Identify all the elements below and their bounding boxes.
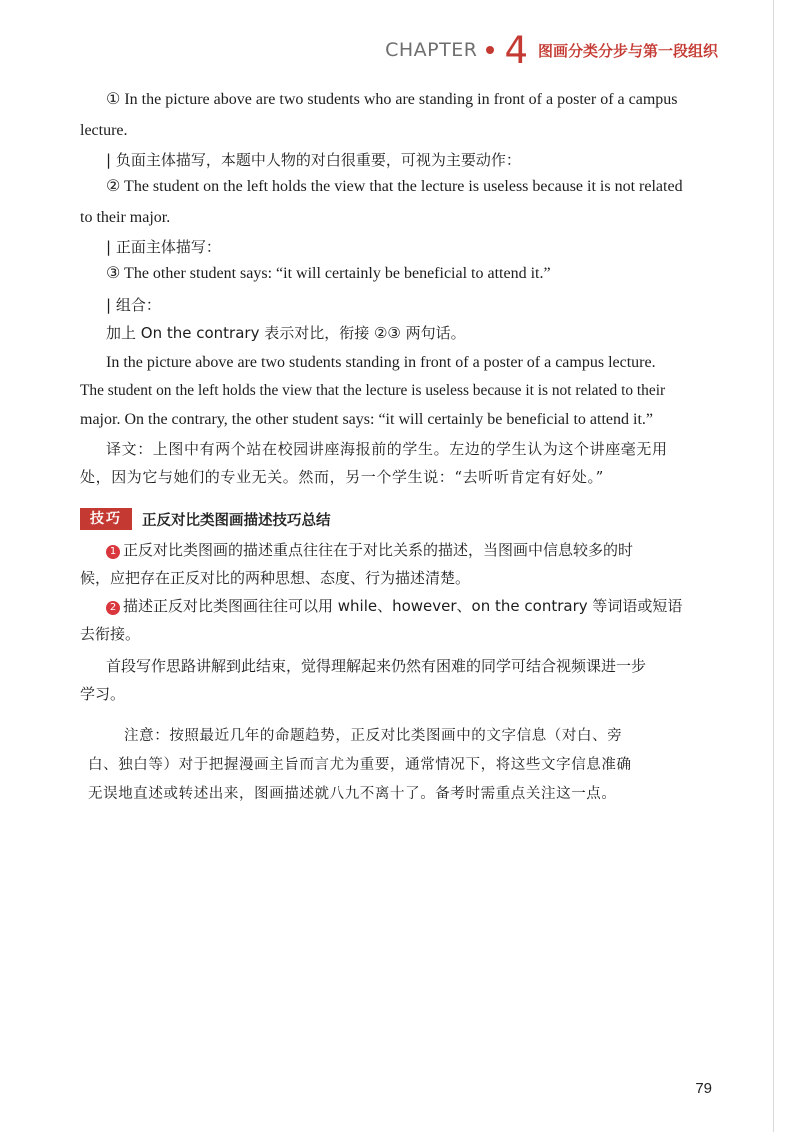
tip-item-1-text: 正反对比类图画的描述重点往往在于对比关系的描述，当图画中信息较多的时 (123, 541, 634, 559)
note-line-1: 注意：按照最近几年的命题趋势，正反对比类图画中的文字信息（对白、旁 (124, 728, 623, 744)
combined-paragraph-line-1: In the picture above are two students standing in front of a poster of a campus lecture. (106, 354, 656, 371)
note-box (80, 722, 680, 809)
tip-item-2 (106, 597, 800, 616)
label-negative-subject: | 负面主体描写，本题中人物的对白很重要，可视为主要动作： (106, 151, 521, 169)
chapter-word: CHAPTER (385, 39, 478, 61)
tip-item-2-cont: 去衔接。 (80, 625, 141, 643)
tip-item-1 (106, 541, 800, 560)
tip-label-badge: 技巧 (80, 508, 132, 530)
note-line-3: 无误地直述或转述出来，图画描述就八九不离十了。备考时需重点关注这一点。 (88, 786, 617, 802)
label-positive-subject: | 正面主体描写： (106, 238, 221, 256)
combine-instruction: 加上 On the contrary 表示对比，衔接 ②③ 两句话。 (106, 324, 466, 342)
example-sentence-2-cont: to their major. (80, 209, 171, 226)
note-line-2: 白、独白等）对于把握漫画主旨而言尤为重要，通常情况下，将这些文字信息准确 (88, 757, 632, 773)
chapter-header (385, 28, 718, 72)
combined-paragraph-line-2: The student on the left holds the view that the lecture is useless because it is not related to their (80, 382, 666, 399)
example-sentence-1-cont: lecture. (80, 122, 128, 139)
bullet-2-icon: 2 (106, 601, 120, 615)
bullet-1-icon: 1 (106, 545, 120, 559)
translation-line-2: 处，因为它与她们的专业无关。然而，另一个学生说：“去听听肯定有好处。” (80, 468, 604, 486)
tip-title: 正反对比类图画描述技巧总结 (142, 513, 331, 529)
page-number: 79 (695, 1080, 712, 1097)
translation-line-1: 译文：上图中有两个站在校园讲座海报前的学生。左边的学生认为这个讲座毫无用 (106, 440, 668, 458)
closing-line-2: 学习。 (80, 685, 126, 703)
combined-paragraph-line-3: major. On the contrary, the other student says: “it will certainly be beneficial to attend it.” (80, 411, 653, 428)
tip-item-1-cont: 候，应把存在正反对比的两种思想、态度、行为描述清楚。 (80, 569, 471, 587)
chapter-title: 图画分类分步与第一段组织 (537, 41, 718, 60)
example-sentence-3: ③ The other student says: “it will certainly be beneficial to attend it.” (106, 265, 551, 282)
label-combine: | 组合： (106, 296, 161, 314)
chapter-number: 4 (504, 28, 528, 72)
tip-item-2-text: 描述正反对比类图画往往可以用 while、however、on the contrary 等词语或短语 (123, 597, 683, 615)
closing-line-1: 首段写作思路讲解到此结束，觉得理解起来仍然有困难的同学可结合视频课进一步 (106, 657, 647, 675)
chapter-dot-icon (486, 46, 494, 54)
example-sentence-1: ① In the picture above are two students who are standing in front of a poster of a campus (106, 91, 678, 108)
example-sentence-2: ② The student on the left holds the view that the lecture is useless because it is not related (106, 178, 683, 195)
page-edge (773, 0, 774, 1132)
